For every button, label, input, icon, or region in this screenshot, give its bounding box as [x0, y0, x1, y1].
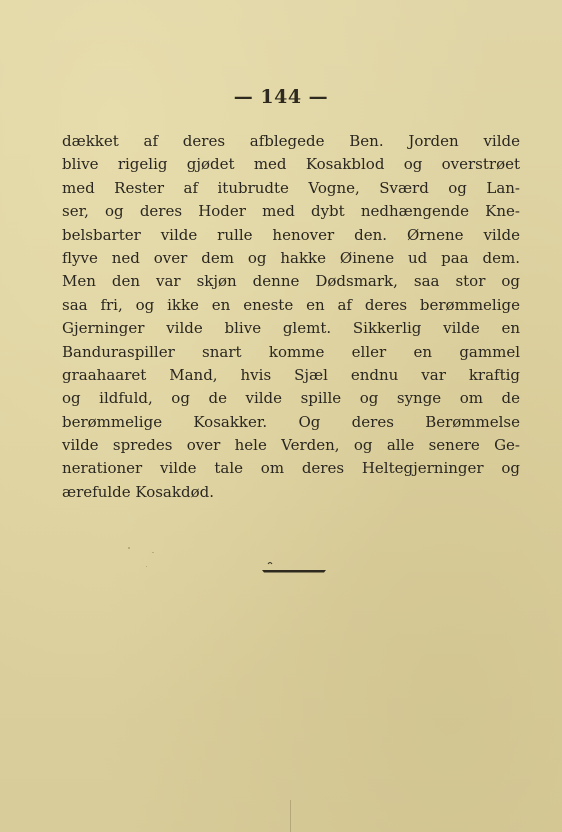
text-line: Gjerninger vilde blive glemt. Sikkerlig vilde en: [62, 319, 520, 338]
text-line: og ildfuld, og de vilde spille og synge om de: [62, 389, 520, 408]
text-line: dækket af deres afblegede Ben. Jorden vilde: [62, 132, 520, 150]
paper-speck: [146, 566, 147, 567]
text-line: graahaaret Mand, hvis Sjæl endnu var kraftig: [62, 365, 520, 384]
text-line: ærefulde Kosakdød.: [62, 482, 214, 501]
paper-fold-mark: [290, 800, 291, 832]
text-line: med Rester af itubrudte Vogne, Sværd og Lan-: [62, 178, 520, 197]
paper-speck: [152, 552, 154, 553]
paper-speck: [128, 547, 130, 549]
text-line: Men den var skjøn denne Dødsmark, saa stor og: [62, 272, 520, 291]
body-text: [62, 130, 520, 504]
text-line: Banduraspiller snart komme eller en gammel: [62, 342, 520, 361]
text-line: flyve ned over dem og hakke Øinene ud paa dem.: [62, 248, 520, 267]
tailpiece-ornament: [258, 560, 330, 574]
text-line: nerationer vilde tale om deres Heltegjerninger og: [62, 459, 520, 478]
text-line: berømmelige Kosakker. Og deres Berømmelse: [62, 412, 520, 431]
text-line: belsbarter vilde rulle henover den. Ørnene vilde: [62, 225, 520, 244]
text-line: saa fri, og ikke en eneste en af deres berømmelige: [62, 295, 520, 314]
text-line: ser, og deres Hoder med dybt nedhængende Kne-: [62, 202, 520, 221]
text-line: vilde spredes over hele Verden, og alle senere Ge-: [62, 436, 520, 455]
page-number: — 144 —: [233, 86, 329, 108]
text-line: blive rigelig gjødet med Kosakblod og overstrøet: [62, 155, 520, 174]
